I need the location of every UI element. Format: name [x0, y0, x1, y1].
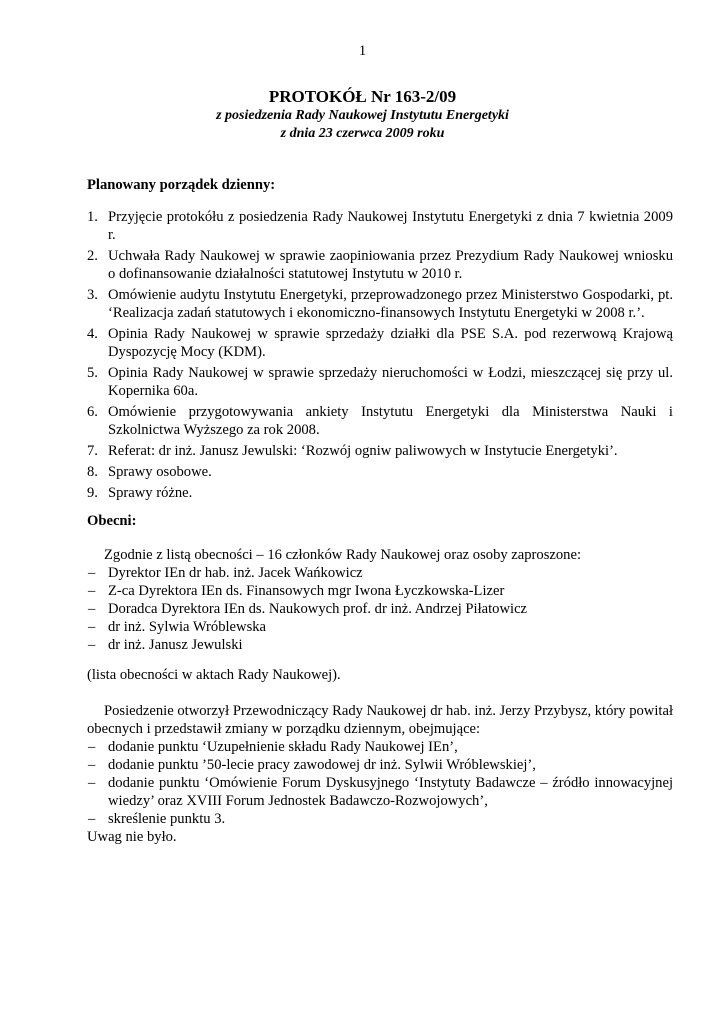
agenda-item-number: 8. [87, 464, 98, 480]
guest-item [87, 636, 673, 654]
agenda-item-number: 9. [87, 485, 98, 501]
dash-bullet: – [88, 757, 96, 773]
dash-bullet: – [88, 637, 96, 653]
agenda-item-text: Sprawy różne. [108, 485, 193, 501]
agenda-change-text: dodanie punktu ‘Omówienie Forum Dyskusyjnego ‘Instytuty Badawcze – źródło innowacyjnej wiedzy’ oraz XVIII Forum Jednostek Badawczo-Rozwojowych’, [108, 775, 673, 809]
agenda-item-number: 5. [87, 365, 98, 381]
agenda-item [87, 325, 673, 361]
agenda-item-text: Sprawy osobowe. [108, 464, 212, 480]
agenda-item-text: Omówienie przygotowywania ankiety Instytutu Energetyki dla Ministerstwa Nauki i Szkolnictwa Wyższego za rok 2008. [108, 404, 673, 438]
guest-name: dr inż. Janusz Jewulski [108, 637, 243, 653]
document-header [0, 87, 725, 143]
dash-bullet: – [88, 619, 96, 635]
guest-name: Z-ca Dyrektora IEn ds. Finansowych mgr Iwona Łyczkowska-Lizer [108, 583, 505, 599]
agenda-item [87, 484, 673, 502]
guest-item [87, 600, 673, 618]
agenda-item-number: 3. [87, 287, 98, 303]
guest-item [87, 564, 673, 582]
guest-name: Dyrektor IEn dr hab. inż. Jacek Wańkowicz [108, 565, 363, 581]
agenda-item-text: Opinia Rady Naukowej w sprawie sprzedaży nieruchomości w Łodzi, mieszczącej się przy ul. Kopernika 60a. [108, 365, 673, 399]
agenda-change-item [87, 810, 673, 828]
dash-bullet: – [88, 601, 96, 617]
agenda-item-number: 6. [87, 404, 98, 420]
agenda-change-item [87, 738, 673, 756]
agenda-item-text: Opinia Rady Naukowej w sprawie sprzedaży działki dla PSE S.A. pod rezerwową Krajową Dyspozycję Mocy (KDM). [108, 326, 673, 360]
agenda-item-text: Referat: dr inż. Janusz Jewulski: ‘Rozwój ogniw paliwowych w Instytucie Energetyki’. [108, 443, 618, 459]
guest-name: dr inż. Sylwia Wróblewska [108, 619, 267, 635]
opening-section [87, 702, 673, 846]
agenda-changes-list [87, 738, 673, 828]
attendance-heading: Obecni: [87, 513, 137, 529]
agenda-change-item [87, 774, 673, 810]
page-number: 1 [358, 43, 367, 59]
agenda-item-number: 4. [87, 326, 98, 342]
dash-bullet: – [88, 565, 96, 581]
attendance-note: (lista obecności w aktach Rady Naukowej). [87, 667, 341, 683]
agenda-change-text: dodanie punktu ’50-lecie pracy zawodowej dr inż. Sylwii Wróblewskiej’, [108, 757, 536, 773]
agenda-item [87, 403, 673, 439]
agenda-change-item [87, 756, 673, 774]
agenda-change-text: dodanie punktu ‘Uzupełnienie składu Rady Naukowej IEn’, [108, 739, 458, 755]
document-title: PROTOKÓŁ Nr 163-2/09 [268, 87, 457, 106]
agenda-item-text: Przyjęcie protokółu z posiedzenia Rady Naukowej Instytutu Energetyki z dnia 7 kwietnia 2009 r. [108, 209, 673, 243]
opening-paragraph: Posiedzenie otworzył Przewodniczący Rady Naukowej dr hab. inż. Jerzy Przybysz, który powitał obecnych i przedstawił zmiany w porządku dziennym, obejmujące: [87, 703, 673, 737]
agenda-item [87, 364, 673, 400]
guest-list [87, 564, 673, 654]
dash-bullet: – [88, 775, 96, 791]
dash-bullet: – [88, 811, 96, 827]
attendance-section [87, 546, 673, 654]
agenda-item-number: 2. [87, 248, 98, 264]
guest-item [87, 618, 673, 636]
document-subtitle-date: z dnia 23 czerwca 2009 roku [280, 126, 445, 141]
agenda-heading: Planowany porządek dzienny: [87, 177, 276, 193]
closing-remark: Uwag nie było. [87, 829, 177, 845]
guest-item [87, 582, 673, 600]
agenda-item-number: 1. [87, 209, 98, 225]
agenda-item-number: 7. [87, 443, 98, 459]
agenda-item-text: Uchwała Rady Naukowej w sprawie zaopiniowania przez Prezydium Rady Naukowej wniosku o dofinansowanie działalności statutowej Instytutu w 2010 r. [108, 248, 673, 282]
agenda-item [87, 463, 673, 481]
dash-bullet: – [88, 739, 96, 755]
attendance-intro: Zgodnie z listą obecności – 16 członków Rady Naukowej oraz osoby zaproszone: [104, 547, 581, 563]
agenda-item [87, 208, 673, 244]
guest-name: Doradca Dyrektora IEn ds. Naukowych prof. dr inż. Andrzej Piłatowicz [108, 601, 528, 617]
agenda-item [87, 442, 673, 460]
agenda-item [87, 286, 673, 322]
document-subtitle-meeting: z posiedzenia Rady Naukowej Instytutu Energetyki [216, 108, 509, 123]
agenda-list [87, 208, 673, 505]
dash-bullet: – [88, 583, 96, 599]
agenda-item-text: Omówienie audytu Instytutu Energetyki, przeprowadzonego przez Ministerstwo Gospodarki, pt. ‘Realizacja zadań statutowych i ekonomiczno-finansowych Instytutu Energetyki w 2008 r.’. [108, 287, 673, 321]
agenda-item [87, 247, 673, 283]
agenda-change-text: skreślenie punktu 3. [108, 811, 226, 827]
